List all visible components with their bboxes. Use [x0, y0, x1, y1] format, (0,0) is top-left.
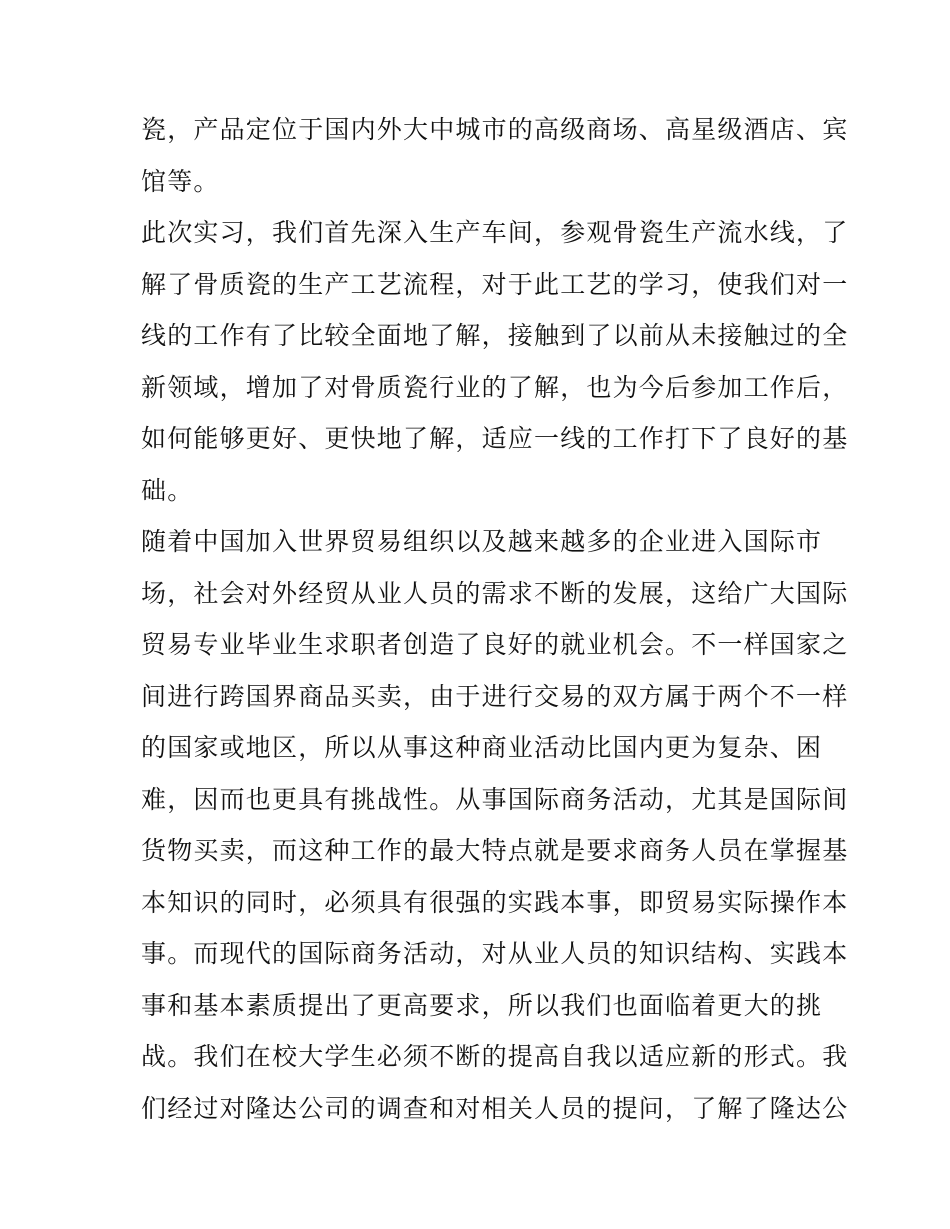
- text-line: 馆等。: [141, 166, 220, 196]
- text-line: 战。我们在校大学生必须不断的提高自我以适应新的形式。我: [141, 1042, 849, 1071]
- text-line: 瓷，产品定位于国内外大中城市的高级商场、高星级酒店、宾: [141, 115, 849, 144]
- text-line: 线的工作有了比较全面地了解，接触到了以前从未接触过的全: [141, 321, 849, 350]
- text-line: 们经过对隆达公司的调查和对相关人员的提问，了解了隆达公: [141, 1093, 849, 1123]
- text-line: 新领域，增加了对骨质瓷行业的了解，也为今后参加工作后，: [141, 372, 849, 402]
- text-line: 解了骨质瓷的生产工艺流程，对于此工艺的学习，使我们对一: [141, 269, 849, 299]
- text-line: 贸易专业毕业生求职者创造了良好的就业机会。不一样国家之: [141, 630, 849, 659]
- text-line: 础。: [141, 475, 194, 505]
- text-line: 场，社会对外经贸从业人员的需求不断的发展，这给广大国际: [141, 578, 849, 608]
- text-line: 本知识的同时，必须具有很强的实践本事，即贸易实际操作本: [141, 887, 849, 917]
- text-line: 随着中国加入世界贸易组织以及越来越多的企业进入国际市: [141, 527, 823, 556]
- text-line: 间进行跨国界商品买卖，由于进行交易的双方属于两个不一样: [141, 681, 849, 711]
- text-line: 如何能够更好、更快地了解，适应一线的工作打下了良好的基: [141, 424, 849, 453]
- text-line: 此次实习，我们首先深入生产车间，参观骨瓷生产流水线，了: [141, 218, 849, 247]
- text-line: 的国家或地区，所以从事这种商业活动比国内更为复杂、困: [141, 733, 823, 762]
- text-line: 货物买卖，而这种工作的最大特点就是要求商务人员在掌握基: [141, 836, 849, 865]
- text-line: 事和基本素质提出了更高要求，所以我们也面临着更大的挑: [141, 990, 823, 1020]
- text-line: 难，因而也更具有挑战性。从事国际商务活动，尤其是国际间: [141, 784, 849, 814]
- body-text: [141, 104, 849, 1134]
- text-line: 事。而现代的国际商务活动，对从业人员的知识结构、实践本: [141, 939, 849, 968]
